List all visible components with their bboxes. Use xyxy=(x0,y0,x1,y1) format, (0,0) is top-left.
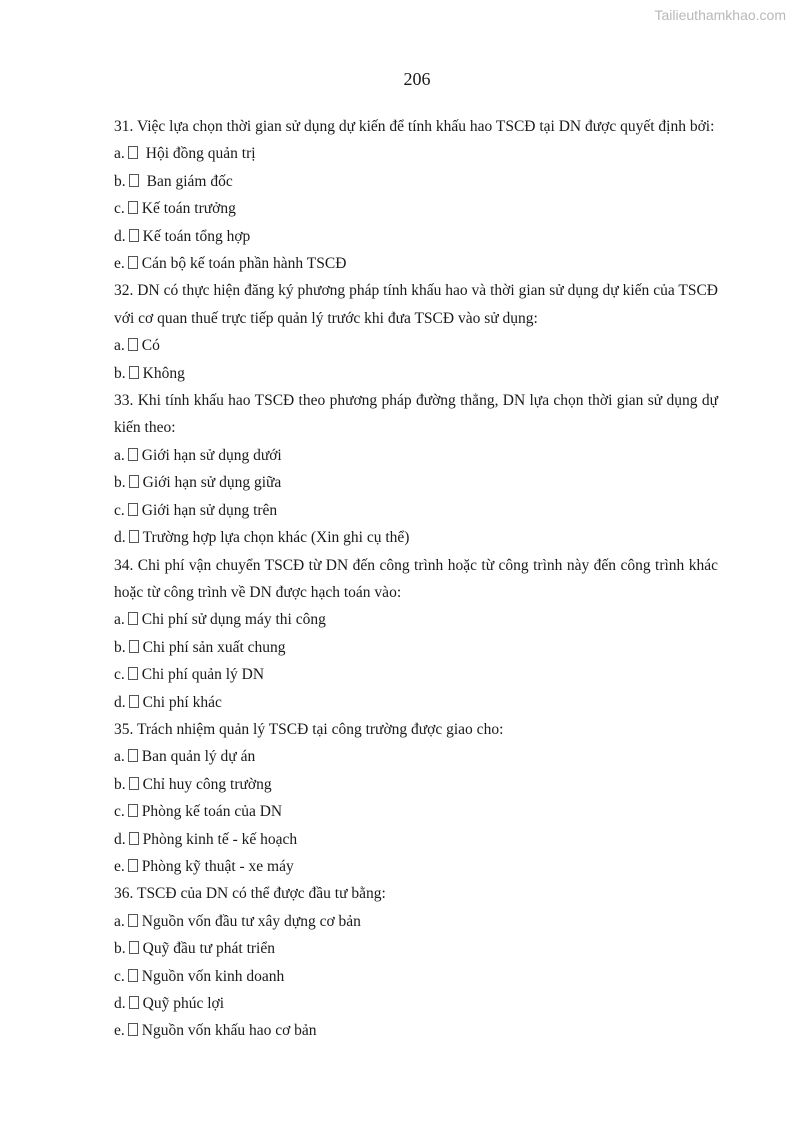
checkbox-icon[interactable] xyxy=(129,475,139,488)
question-33: 33. Khi tính khấu hao TSCĐ theo phương pháp đường thẳng, DN lựa chọn thời gian sử dụng dự kiến theo: xyxy=(114,392,718,437)
option-letter: c. xyxy=(114,200,125,218)
option-34c[interactable] xyxy=(114,661,718,688)
checkbox-icon[interactable] xyxy=(128,749,138,762)
option-letter: c. xyxy=(114,967,125,985)
option-33b[interactable] xyxy=(114,469,718,496)
checkbox-icon[interactable] xyxy=(128,667,138,680)
option-label: Chi phí sử dụng máy thi công xyxy=(141,611,326,629)
option-label: Quỹ phúc lợi xyxy=(142,995,225,1012)
option-35a[interactable] xyxy=(114,743,718,770)
option-label: Phòng kỹ thuật - xe máy xyxy=(141,857,294,875)
option-label: Giới hạn sử dụng dưới xyxy=(141,446,282,464)
option-letter: b. xyxy=(114,474,126,492)
question-35: 35. Trách nhiệm quản lý TSCĐ tại công trường được giao cho: xyxy=(114,720,504,738)
option-letter: d. xyxy=(114,693,126,711)
option-label: Kế toán tổng hợp xyxy=(142,227,251,245)
checkbox-icon[interactable] xyxy=(129,941,139,954)
option-31d[interactable] xyxy=(114,223,718,250)
option-36c[interactable] xyxy=(114,963,718,990)
checkbox-icon[interactable] xyxy=(129,996,139,1009)
option-letter: b. xyxy=(114,172,126,190)
option-35b[interactable] xyxy=(114,771,718,798)
question-31: 31. Việc lựa chọn thời gian sử dụng dự kiến để tính khấu hao TSCĐ tại DN được quyết định bởi: xyxy=(114,118,715,135)
checkbox-icon[interactable] xyxy=(129,695,139,708)
option-letter: a. xyxy=(114,912,125,930)
question-32: 32. DN có thực hiện đăng ký phương pháp tính khấu hao và thời gian sử dụng dự kiến của TSCĐ với cơ quan thuế trực tiếp quản lý trước khi đưa TSCĐ vào sử dụng: xyxy=(114,282,718,327)
option-31c[interactable] xyxy=(114,195,718,222)
option-letter: c. xyxy=(114,501,125,519)
checkbox-icon[interactable] xyxy=(129,174,139,187)
option-label: Nguồn vốn khấu hao cơ bản xyxy=(141,1022,317,1040)
option-label: Ban giám đốc xyxy=(146,172,233,190)
option-letter: a. xyxy=(114,145,125,163)
checkbox-icon[interactable] xyxy=(129,229,139,242)
checkbox-icon[interactable] xyxy=(128,448,138,461)
option-label: Quỹ đầu tư phát triển xyxy=(142,940,275,958)
option-label: Kế toán trưởng xyxy=(141,200,236,218)
option-label: Chỉ huy công trường xyxy=(142,775,272,793)
checkbox-icon[interactable] xyxy=(129,530,139,543)
option-letter: e. xyxy=(114,857,125,875)
checkbox-icon[interactable] xyxy=(128,338,138,351)
option-letter: a. xyxy=(114,611,125,629)
page-number: 206 xyxy=(403,69,431,89)
option-label: Hội đồng quản trị xyxy=(145,145,256,163)
option-letter: b. xyxy=(114,364,126,382)
option-letter: e. xyxy=(114,1022,125,1040)
option-34d[interactable] xyxy=(114,689,718,716)
option-35d[interactable] xyxy=(114,826,718,853)
option-31e[interactable] xyxy=(114,250,718,277)
option-31b[interactable] xyxy=(114,168,718,195)
checkbox-icon[interactable] xyxy=(128,503,138,516)
option-letter: b. xyxy=(114,775,126,793)
option-label: Trường hợp lựa chọn khác (Xin ghi cụ thể) xyxy=(142,529,410,547)
option-label: Nguồn vốn kinh doanh xyxy=(141,967,285,985)
option-letter: a. xyxy=(114,337,125,355)
option-label: Nguồn vốn đầu tư xây dựng cơ bản xyxy=(141,912,361,930)
option-letter: d. xyxy=(114,529,126,547)
option-34b[interactable] xyxy=(114,634,718,661)
option-letter: a. xyxy=(114,748,125,766)
checkbox-icon[interactable] xyxy=(128,914,138,927)
option-letter: d. xyxy=(114,830,126,848)
option-36d[interactable] xyxy=(114,990,718,1017)
watermark: Tailieuthamkhao.com xyxy=(654,7,786,23)
option-33d[interactable] xyxy=(114,524,718,551)
option-label: Phòng kế toán của DN xyxy=(141,803,283,821)
option-36b[interactable] xyxy=(114,935,718,962)
option-35c[interactable] xyxy=(114,798,718,825)
checkbox-icon[interactable] xyxy=(128,201,138,214)
option-letter: c. xyxy=(114,803,125,821)
option-letter: c. xyxy=(114,666,125,684)
option-label: Chi phí sản xuất chung xyxy=(142,638,286,656)
checkbox-icon[interactable] xyxy=(129,366,139,379)
option-label: Giới hạn sử dụng giữa xyxy=(142,474,282,492)
option-letter: b. xyxy=(114,638,126,656)
option-label: Phòng kinh tế - kế hoạch xyxy=(142,830,298,848)
checkbox-icon[interactable] xyxy=(128,969,138,982)
checkbox-icon[interactable] xyxy=(128,256,138,269)
checkbox-icon[interactable] xyxy=(128,859,138,872)
option-letter: d. xyxy=(114,227,126,245)
option-letter: d. xyxy=(114,995,126,1012)
question-36: 36. TSCĐ của DN có thể được đầu tư bằng: xyxy=(114,885,386,903)
option-36a[interactable] xyxy=(114,908,718,935)
option-label: Cán bộ kế toán phần hành TSCĐ xyxy=(141,255,347,273)
checkbox-icon[interactable] xyxy=(128,1023,138,1036)
option-letter: b. xyxy=(114,940,126,958)
option-label: Giới hạn sử dụng trên xyxy=(141,501,278,519)
option-label: Chi phí khác xyxy=(142,693,222,711)
checkbox-icon[interactable] xyxy=(129,832,139,845)
option-letter: e. xyxy=(114,255,125,273)
questionnaire xyxy=(114,113,718,1045)
option-33c[interactable] xyxy=(114,497,718,524)
checkbox-icon[interactable] xyxy=(128,146,138,159)
checkbox-icon[interactable] xyxy=(129,777,139,790)
option-label: Ban quản lý dự án xyxy=(141,748,256,766)
option-label: Có xyxy=(141,337,160,355)
checkbox-icon[interactable] xyxy=(128,804,138,817)
option-label: Không xyxy=(142,364,185,382)
option-34a[interactable] xyxy=(114,606,718,633)
option-32b[interactable] xyxy=(114,360,718,387)
option-letter: a. xyxy=(114,446,125,464)
option-36e[interactable] xyxy=(114,1017,718,1044)
checkbox-icon[interactable] xyxy=(128,612,138,625)
checkbox-icon[interactable] xyxy=(129,640,139,653)
question-34: 34. Chi phí vận chuyển TSCĐ từ DN đến công trình hoặc từ công trình này đến công trình khác hoặc từ công trình về DN được hạch toán vào: xyxy=(114,556,718,601)
option-label: Chi phí quản lý DN xyxy=(141,666,265,684)
option-33a[interactable] xyxy=(114,442,718,469)
option-32a[interactable] xyxy=(114,332,718,359)
option-35e[interactable] xyxy=(114,853,718,880)
option-31a[interactable] xyxy=(114,140,718,167)
